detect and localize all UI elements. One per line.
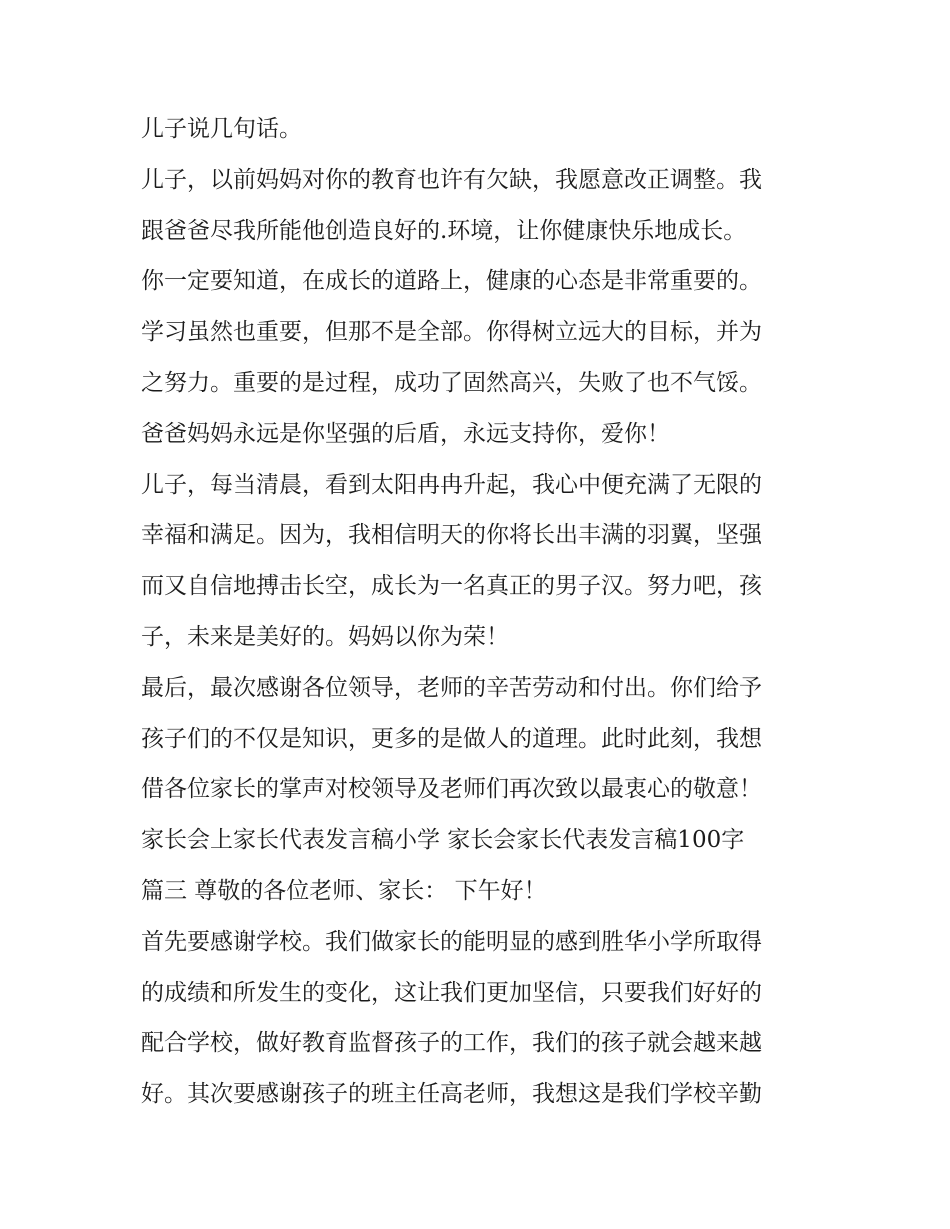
text-line: 的成绩和所发生的变化，这让我们更加坚信，只要我们好好的: [141, 979, 762, 1006]
text-line: 子，未来是美好的。妈妈以你为荣！: [141, 623, 509, 650]
document-body: [141, 104, 816, 1120]
text-line: 最后，最次感谢各位领导，老师的辛苦劳动和付出。你们给予: [141, 674, 762, 701]
text-line: 儿子说几句话。: [141, 116, 302, 142]
text-line: 幸福和满足。因为，我相信明天的你将长出丰满的羽翼，坚强: [141, 522, 762, 549]
text-line: 而又自信地搏击长空，成长为一名真正的男子汉。努力吧，孩: [141, 573, 762, 600]
text-line: 儿子，每当清晨，看到太阳冉冉升起，我心中便充满了无限的: [141, 471, 762, 498]
text-line: 孩子们的不仅是知识，更多的是做人的道理。此时此刻，我想: [141, 725, 762, 752]
text-line: 好。其次要感谢孩子的班主任高老师，我想这是我们学校辛勤: [141, 1081, 762, 1108]
text-line: 你一定要知道，在成长的道路上，健康的心态是非常重要的。: [141, 268, 762, 295]
text-line: 篇三 尊敬的各位老师、家长： 下午好！: [141, 877, 547, 904]
text-line: 借各位家长的掌声对校领导及老师们再次致以最衷心的敬意！: [141, 776, 762, 803]
text-line: 跟爸爸尽我所能他创造良好的.环境，让你健康快乐地成长。: [141, 217, 747, 244]
text-line: 之努力。重要的是过程，成功了固然高兴，失败了也不气馁。: [141, 369, 762, 396]
text-line: 配合学校，做好教育监督孩子的工作，我们的孩子就会越来越: [141, 1030, 762, 1057]
text-line: 首先要感谢学校。我们做家长的能明显的感到胜华小学所取得: [141, 928, 762, 955]
text-line: 学习虽然也重要，但那不是全部。你得树立远大的目标，并为: [141, 319, 762, 346]
text-line: 儿子，以前妈妈对你的教育也许有欠缺，我愿意改正调整。我: [141, 166, 762, 193]
text-line: 爸爸妈妈永远是你坚强的后盾，永远支持你，爱你！: [141, 420, 670, 447]
text-line: 家长会上家长代表发言稿小学 家长会家长代表发言稿100字: [141, 827, 745, 854]
